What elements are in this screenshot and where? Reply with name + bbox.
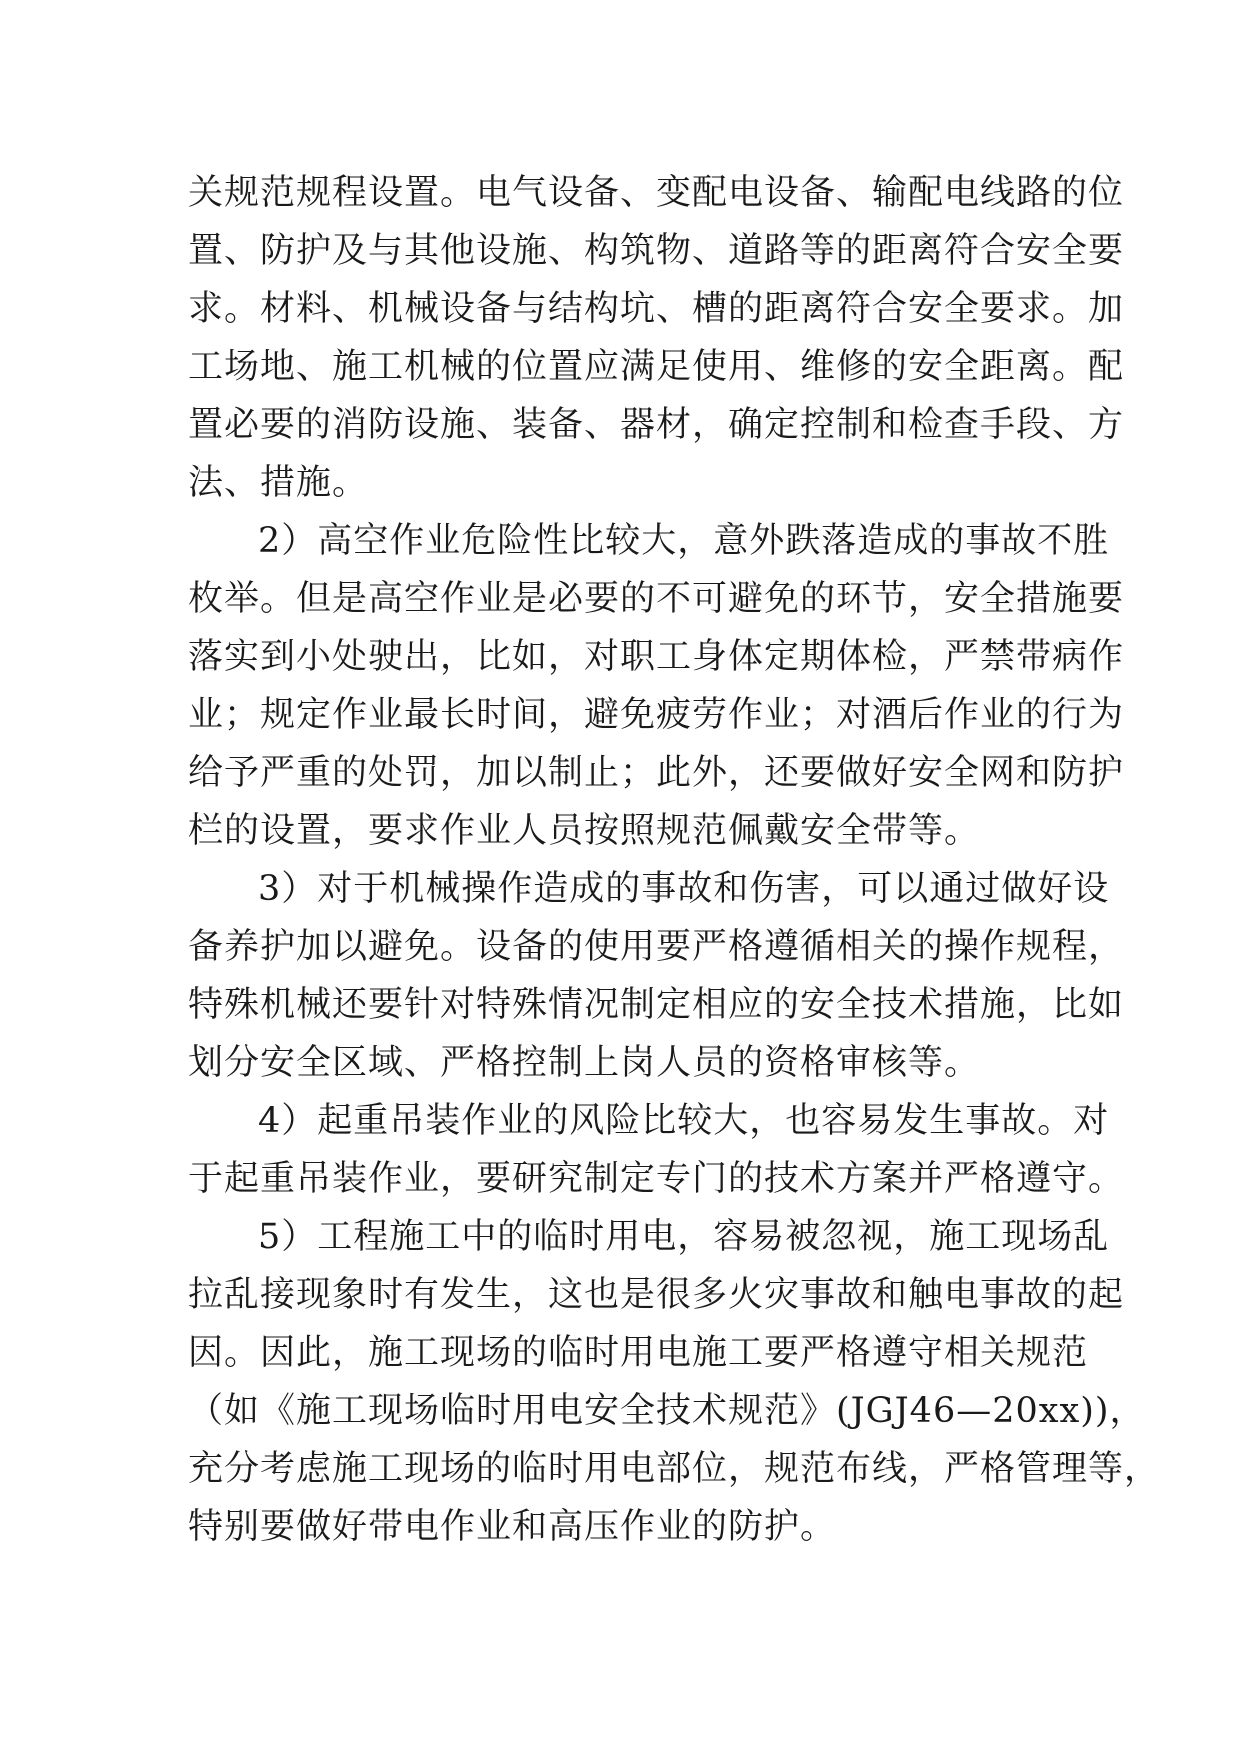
text-line: 5）工程施工中的临时用电，容易被忽视，施工现场乱 (258, 1217, 1110, 1257)
text-line: 于起重吊装作业，要研究制定专门的技术方案并严格遵守。 (188, 1159, 1125, 1199)
text-line: 栏的设置，要求作业人员按照规范佩戴安全带等。 (188, 811, 981, 851)
paragraph (188, 512, 1125, 860)
text-line: 划分安全区域、严格控制上岗人员的资格审核等。 (188, 1043, 981, 1083)
text-line: 4）起重吊装作业的风险比较大，也容易发生事故。对 (258, 1101, 1110, 1141)
text-line: 给予严重的处罚，加以制止；此外，还要做好安全网和防护 (188, 753, 1125, 793)
text-line: 关规范规程设置。电气设备、变配电设备、输配电线路的位 (188, 173, 1125, 213)
text-line: 特殊机械还要针对特殊情况制定相应的安全技术措施，比如 (188, 985, 1125, 1025)
text-line: （如《施工现场临时用电安全技术规范》(JGJ46—20xx))， (188, 1391, 1146, 1431)
text-line: 拉乱接现象时有发生，这也是很多火灾事故和触电事故的起 (188, 1275, 1125, 1315)
text-line: 落实到小处驶出，比如，对职工身体定期体检，严禁带病作 (188, 637, 1125, 677)
body-text (188, 164, 1161, 1556)
text-line: 枚举。但是高空作业是必要的不可避免的环节，安全措施要 (188, 579, 1125, 619)
text-line: 2）高空作业危险性比较大，意外跌落造成的事故不胜 (258, 521, 1110, 561)
paragraph (188, 164, 1125, 512)
paragraph (188, 1208, 1161, 1556)
text-line: 因。因此，施工现场的临时用电施工要严格遵守相关规范 (188, 1333, 1089, 1373)
text-line: 置必要的消防设施、装备、器材，确定控制和检查手段、方 (188, 405, 1125, 445)
text-line: 特别要做好带电作业和高压作业的防护。 (188, 1507, 837, 1547)
paragraph (188, 1092, 1125, 1208)
paragraph (188, 860, 1125, 1092)
text-line: 求。材料、机械设备与结构坑、槽的距离符合安全要求。加 (188, 289, 1125, 329)
text-line: 法、措施。 (188, 463, 369, 503)
text-line: 业；规定作业最长时间，避免疲劳作业；对酒后作业的行为 (188, 695, 1125, 735)
text-line: 工场地、施工机械的位置应满足使用、维修的安全距离。配 (188, 347, 1125, 387)
text-line: 3）对于机械操作造成的事故和伤害，可以通过做好设 (258, 869, 1110, 909)
text-line: 置、防护及与其他设施、构筑物、道路等的距离符合安全要 (188, 231, 1125, 271)
text-line: 充分考虑施工现场的临时用电部位，规范布线，严格管理等， (188, 1449, 1161, 1489)
text-line: 备养护加以避免。设备的使用要严格遵循相关的操作规程， (188, 927, 1125, 967)
